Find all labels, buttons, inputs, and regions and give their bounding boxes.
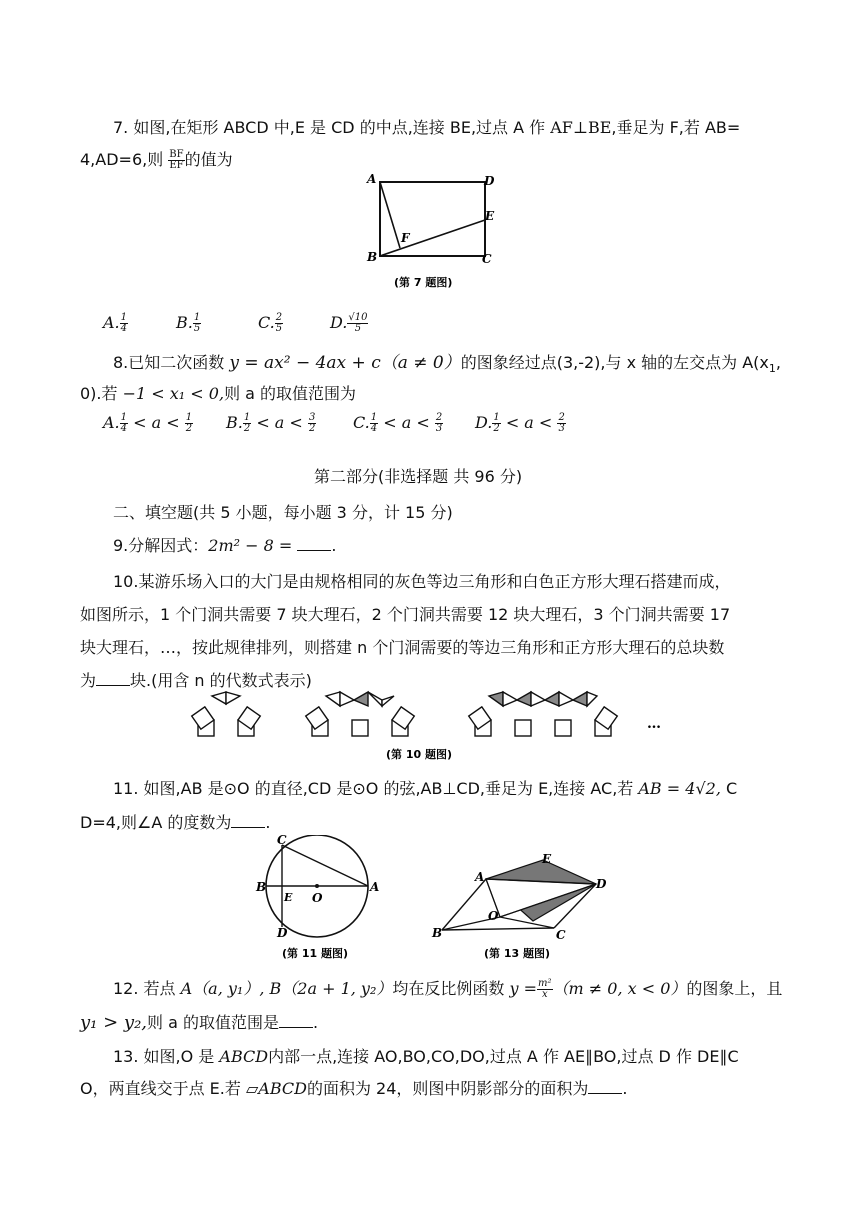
q8-option-a-ineq: < a < [133, 413, 180, 432]
q7-frac-den: EF [169, 160, 184, 171]
q8-sub-1: 1 [768, 362, 776, 376]
q12-inequality: y₁ > y₂, [80, 1012, 148, 1033]
q8-option-b-frac1 [243, 413, 251, 434]
q8-option-d-ineq: < a < [505, 413, 553, 432]
q9-line: 9.分解因式：2m² − 8 = . [113, 536, 337, 555]
q7-label-a: A [367, 172, 377, 186]
q8-option-d-frac1 [492, 413, 500, 434]
q12-line-1 [113, 978, 782, 1000]
q11-label-e: E [284, 891, 293, 904]
q8-option-b-frac2 [308, 413, 316, 434]
q7-label-f: F [401, 231, 410, 245]
q11-caption: (第 11 题图) [282, 947, 349, 960]
q7-option-b[interactable] [176, 313, 201, 334]
q8-option-d-n2: 2 [558, 412, 565, 423]
q7-option-b-den: 5 [193, 323, 201, 334]
q13-line-2 [80, 1078, 628, 1100]
q7-option-d-den: 5 [354, 323, 362, 334]
q8-text-1b: 的图象经过点(3,-2),与 x 轴的左交点为 A(x [460, 353, 769, 372]
q13-parallelogram: ▱ABCD [245, 1079, 307, 1098]
q8-option-d-letter: D. [475, 413, 493, 432]
q10-answer-blank[interactable] [96, 671, 130, 686]
q7-option-c-num: 2 [275, 312, 283, 323]
q8-formula: y = ax² − 4ax + c（a ≠ 0） [229, 353, 461, 373]
q9-answer-blank[interactable] [297, 536, 331, 551]
q7-option-d-frac [347, 313, 368, 334]
q8-line-2 [80, 383, 356, 405]
q8-text-2a: 0).若 [80, 384, 123, 403]
q7-frac-num: BF [169, 149, 184, 160]
q11-label-a: A [370, 880, 380, 894]
q13-text-2a: O，两直线交于点 E.若 [80, 1079, 246, 1098]
q7-text-2b: 的值为 [184, 150, 233, 169]
q8-option-a-letter: A. [103, 413, 120, 432]
q8-text-2b: 则 a 的取值范围为 [224, 384, 357, 403]
part2-title: 第二部分(非选择题 共 96 分) [314, 467, 523, 486]
q7-label-b: B [367, 250, 378, 264]
q11-line-2 [80, 812, 270, 834]
q10-text-4b: 块.(用含 n 的代数式表示) [130, 671, 312, 690]
q12-text-2c: . [313, 1013, 319, 1032]
q8-option-b[interactable] [226, 413, 316, 434]
q7-option-a[interactable] [103, 313, 128, 334]
q11-text-2a: D=4,则∠A 的度数为 [80, 813, 232, 832]
q7-line-1 [113, 117, 740, 139]
q7-text-1-end: ,垂足为 F,若 AB= [611, 118, 741, 137]
q8-option-a-n1: 1 [120, 412, 128, 423]
q10-line-3: 块大理石，…，按此规律排列，则搭建 n 个门洞需要的等边三角形和正方形大理石的总块数 [80, 638, 725, 657]
q12-text-1b: 均在反比例函数 [392, 979, 510, 998]
q8-option-a-d2: 2 [185, 423, 193, 434]
q10-line-2: 如图所示，1 个门洞共需要 7 块大理石，2 个门洞共需要 12 块大理石，3 个门洞共需要 17 [80, 605, 731, 624]
q8-option-b-n1: 1 [243, 412, 251, 423]
q7-option-d[interactable] [330, 313, 368, 334]
q8-option-d-d1: 2 [493, 423, 500, 434]
q8-option-c-frac1 [370, 413, 378, 434]
q8-option-b-ineq: < a < [256, 413, 303, 432]
q13-caption: (第 13 题图) [484, 947, 551, 960]
q7-line-2 [80, 149, 233, 171]
q8-condition: −1 < x₁ < 0, [122, 384, 225, 403]
q7-option-b-letter: B. [176, 313, 193, 332]
q7-option-d-letter: D. [330, 313, 348, 332]
q8-option-c-d1: 4 [370, 423, 378, 434]
q12-func-cond: （m ≠ 0, x < 0） [552, 979, 687, 998]
q8-option-d-d2: 3 [558, 423, 565, 434]
q8-option-a-frac2 [185, 413, 193, 434]
q11-text-1a: 11. 如图,AB 是⊙O 的直径,CD 是⊙O 的弦,AB⊥CD,垂足为 E,连接 AC,若 [113, 779, 639, 798]
q12-func-y: y = [509, 979, 538, 998]
q8-text-1a: 8.已知二次函数 [113, 353, 230, 372]
q7-option-c-frac [275, 313, 283, 334]
q8-option-c-n1: 1 [370, 412, 378, 423]
q8-option-c-ineq: < a < [383, 413, 430, 432]
q7-label-e: E [485, 209, 495, 223]
q8-option-c-d2: 3 [435, 423, 443, 434]
q12-func-frac [537, 979, 553, 1000]
q11-answer-blank[interactable] [231, 813, 265, 828]
q10-text-4a: 为 [80, 671, 97, 690]
q8-option-d[interactable] [475, 413, 566, 434]
q12-line-2 [80, 1012, 318, 1034]
q7-text-2a: 4,AD=6,则 [80, 150, 169, 169]
q7-option-c-den: 5 [275, 323, 283, 334]
q12-func-den: x [541, 989, 548, 1000]
q7-option-c[interactable] [258, 313, 283, 334]
q7-option-a-frac [120, 313, 128, 334]
q7-text-1: 7. 如图,在矩形 ABCD 中,E 是 CD 的中点,连接 BE,过点 A 作 [113, 118, 551, 137]
q7-option-b-frac [193, 313, 201, 334]
q8-option-a[interactable] [103, 413, 193, 434]
q8-option-b-d1: 2 [243, 423, 251, 434]
q8-line-1 [113, 352, 781, 380]
section2-heading: 二、填空题(共 5 小题，每小题 3 分，计 15 分) [113, 503, 453, 522]
q7-option-c-letter: C. [258, 313, 275, 332]
q11-figure [250, 835, 390, 965]
q8-text-1c: , [775, 353, 781, 372]
q9-formula: 2m² − 8 = [208, 536, 293, 555]
q13-text-1a: 13. 如图,O 是 [113, 1047, 220, 1066]
q8-option-b-d2: 2 [308, 423, 316, 434]
q11-line-1 [113, 778, 737, 800]
q11-formula: AB = 4√2, [638, 779, 721, 798]
q13-label-c: C [556, 928, 566, 942]
q9-text: 9.分解因式： [113, 536, 209, 555]
q12-text-1a: 12. 若点 [113, 979, 181, 998]
q10-caption: (第 10 题图) [386, 748, 453, 761]
q12-text-2b: 则 a 的取值范围是 [147, 1013, 280, 1032]
q7-label-d: D [484, 174, 495, 188]
q7-option-d-num: √10 [348, 312, 368, 323]
q13-figure [430, 850, 610, 965]
q11-label-b: B [256, 880, 267, 894]
q7-figure [360, 168, 500, 292]
q10-figure [190, 688, 670, 768]
q8-option-c-n2: 2 [435, 412, 443, 423]
q7-option-a-num: 1 [120, 312, 128, 323]
q8-option-c[interactable] [353, 413, 443, 434]
q8-option-d-frac2 [557, 413, 565, 434]
q11-label-o: O [312, 891, 323, 905]
q8-option-c-letter: C. [353, 413, 370, 432]
q8-option-b-letter: B. [226, 413, 243, 432]
q7-caption: (第 7 题图) [394, 276, 453, 289]
q10-ellipsis: … [647, 716, 661, 732]
q8-option-a-n2: 1 [185, 412, 193, 423]
q8-option-a-frac1 [120, 413, 128, 434]
q12-answer-blank[interactable] [279, 1013, 313, 1028]
q8-option-b-n2: 3 [308, 412, 316, 423]
q11-label-d: D [277, 926, 288, 940]
q11-text-2b: . [265, 813, 271, 832]
q13-label-e: E [542, 852, 552, 866]
q13-abcd: ABCD [219, 1047, 269, 1066]
q7-option-a-letter: A. [103, 313, 120, 332]
q7-fraction [168, 150, 184, 171]
q7-af-perp-be: AF⊥BE [550, 118, 612, 137]
q13-text-2b: 的面积为 24，则图中阴影部分的面积为 [306, 1079, 589, 1098]
q12-text-1c: 的图象上，且 [686, 979, 783, 998]
q12-func-num: m² [538, 978, 552, 989]
q11-label-c: C [277, 835, 287, 847]
q13-label-o: O [488, 909, 499, 923]
q13-label-a: A [475, 870, 485, 884]
q7-label-c: C [482, 252, 492, 266]
q8-option-c-frac2 [435, 413, 443, 434]
q11-text-1b: C [720, 779, 738, 798]
q10-line-1: 10.某游乐场入口的大门是由规格相同的灰色等边三角形和白色正方形大理石搭建而成， [113, 572, 731, 591]
q13-label-b: B [432, 926, 443, 940]
q8-option-d-n1: 1 [493, 412, 500, 423]
q7-option-b-num: 1 [193, 312, 201, 323]
q8-option-a-d1: 4 [120, 423, 128, 434]
q12-points: A（a, y₁）, B（2a + 1, y₂） [180, 979, 393, 998]
q13-label-d: D [596, 877, 607, 891]
q13-text-2c: . [622, 1079, 628, 1098]
q13-text-1b: 内部一点,连接 AO,BO,CO,DO,过点 A 作 AE∥BO,过点 D 作 DE∥C [268, 1047, 739, 1066]
q7-option-a-den: 4 [120, 323, 128, 334]
q13-line-1 [113, 1046, 739, 1068]
q13-answer-blank[interactable] [588, 1079, 622, 1094]
